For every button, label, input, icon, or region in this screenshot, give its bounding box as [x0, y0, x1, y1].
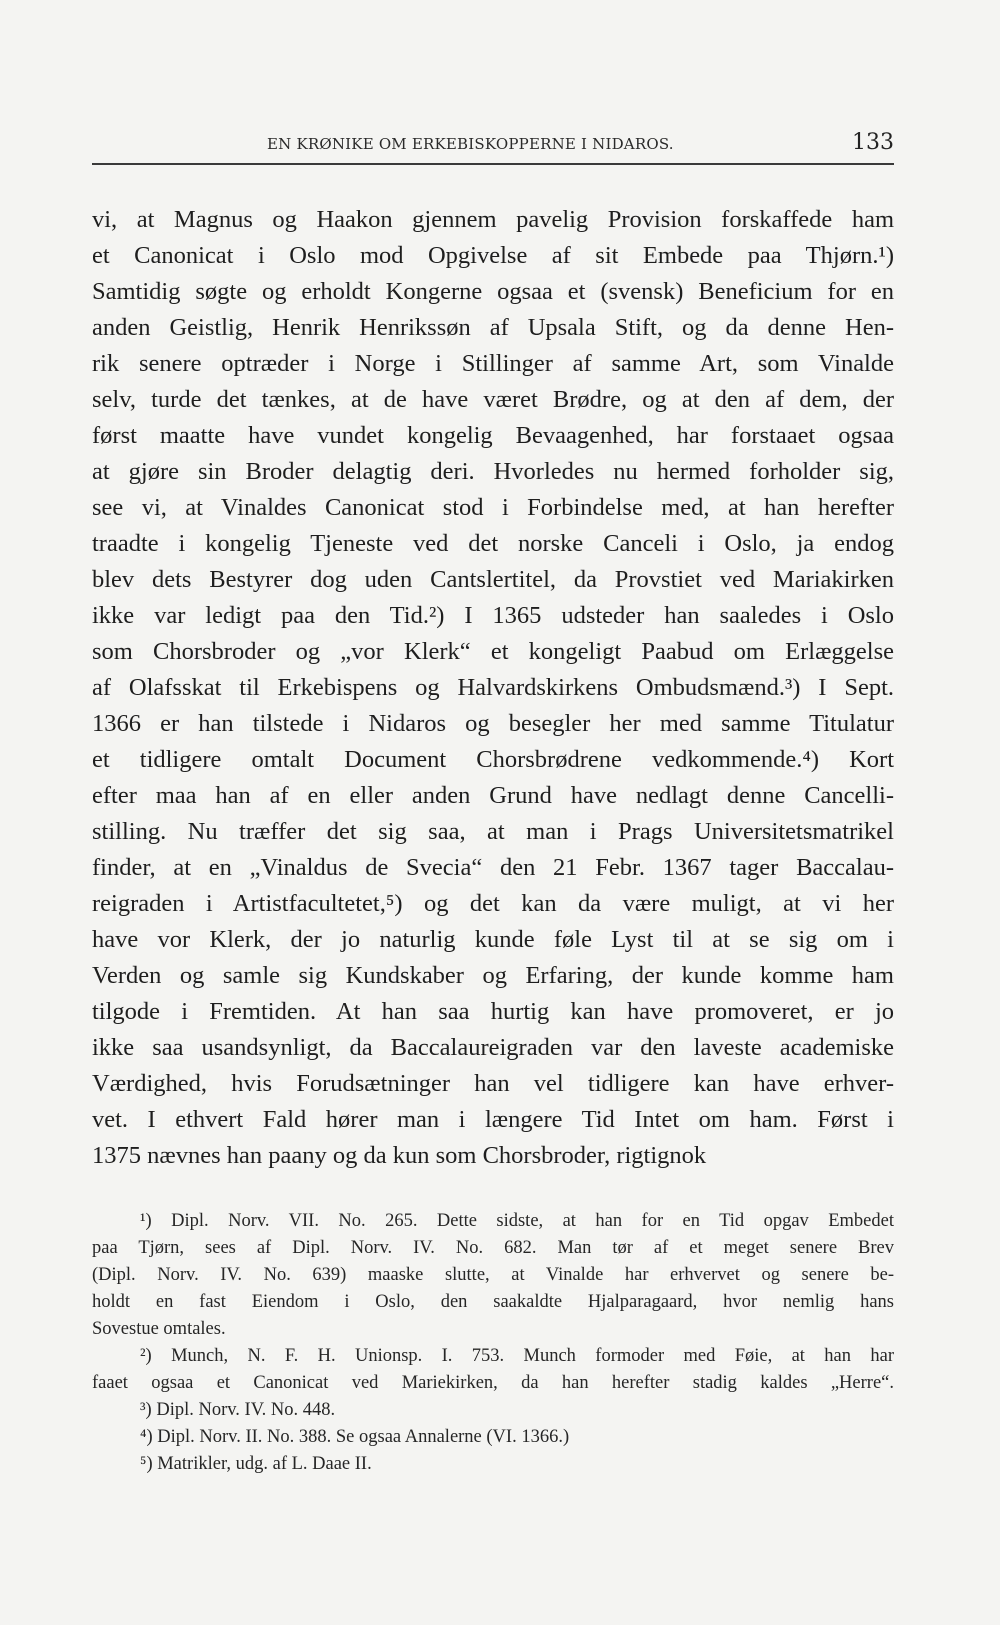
footnote-line: paa Tjørn, sees af Dipl. Norv. IV. No. 682. Man tør af et meget senere Brev: [92, 1238, 894, 1258]
body-line: et Canonicat i Oslo mod Opgivelse af sit Embede paa Thjørn.¹): [92, 242, 894, 269]
body-line: først maatte have vundet kongelig Bevaagenhed, har forstaaet ogsaa: [92, 422, 894, 449]
body-line: at gjøre sin Broder delagtig deri. Hvorledes nu hermed forholder sig,: [92, 458, 894, 485]
body-line: ikke var ledigt paa den Tid.²) I 1365 udsteder han saaledes i Oslo: [92, 602, 894, 629]
body-line: traadte i kongelig Tjeneste ved det norske Canceli i Oslo, ja endog: [92, 530, 894, 557]
body-line: Værdighed, hvis Forudsætninger han vel tidligere kan have erhver-: [92, 1070, 894, 1097]
body-text: [92, 202, 894, 1174]
running-head: EN KRØNIKE OM ERKEBISKOPPERNE I NIDAROS.: [267, 135, 674, 153]
footnote-line: ⁵) Matrikler, udg. af L. Daae II.: [140, 1454, 372, 1474]
body-line: af Olafsskat til Erkebispens og Halvardskirkens Ombudsmænd.³) I Sept.: [92, 674, 894, 701]
body-line: som Chorsbroder og „vor Klerk“ et kongeligt Paabud om Erlæggelse: [92, 638, 894, 665]
body-line: reigraden i Artistfacultetet,⁵) og det kan da være muligt, at vi her: [92, 890, 894, 917]
footnotes: [92, 1208, 894, 1478]
footnote-line: holdt en fast Eiendom i Oslo, den saakaldte Hjalparagaard, hvor nemlig hans: [92, 1292, 894, 1312]
body-line: anden Geistlig, Henrik Henrikssøn af Upsala Stift, og da denne Hen-: [92, 314, 894, 341]
page-header: [92, 128, 894, 158]
footnote-line: Sovestue omtales.: [92, 1319, 226, 1339]
footnote-line: ⁴) Dipl. Norv. II. No. 388. Se ogsaa Annalerne (VI. 1366.): [140, 1427, 570, 1447]
body-line: 1375 nævnes han paany og da kun som Chorsbroder, rigtignok: [92, 1142, 707, 1169]
body-line: stilling. Nu træffer det sig saa, at man i Prags Universitetsmatrikel: [92, 818, 894, 845]
body-line: 1366 er han tilstede i Nidaros og besegler her med samme Titulatur: [92, 710, 894, 737]
body-line: Verden og samle sig Kundskaber og Erfaring, der kunde komme ham: [92, 962, 894, 989]
page-number: 133: [852, 130, 894, 155]
body-line: et tidligere omtalt Document Chorsbrødrene vedkommende.⁴) Kort: [92, 746, 894, 773]
header-rule: [92, 163, 894, 165]
body-line: have vor Klerk, der jo naturlig kunde føle Lyst til at se sig om i: [92, 926, 894, 953]
body-line: vet. I ethvert Fald hører man i længere Tid Intet om ham. Først i: [92, 1106, 894, 1133]
body-line: rik senere optræder i Norge i Stillinger af samme Art, som Vinalde: [92, 350, 894, 377]
body-line: finder, at en „Vinaldus de Svecia“ den 21 Febr. 1367 tager Baccalau-: [92, 854, 894, 881]
body-line: blev dets Bestyrer dog uden Cantslertitel, da Provstiet ved Mariakirken: [92, 566, 894, 593]
footnote-line: ³) Dipl. Norv. IV. No. 448.: [140, 1400, 336, 1420]
footnote-line: faaet ogsaa et Canonicat ved Mariekirken, da han herefter stadig kaldes „Herre“.: [92, 1373, 894, 1393]
body-line: selv, turde det tænkes, at de have været Brødre, og at den af dem, der: [92, 386, 894, 413]
body-line: see vi, at Vinaldes Canonicat stod i Forbindelse med, at han herefter: [92, 494, 894, 521]
body-line: ikke saa usandsynligt, da Baccalaureigraden var den laveste academiske: [92, 1034, 894, 1061]
body-line: tilgode i Fremtiden. At han saa hurtig kan have promoveret, er jo: [92, 998, 894, 1025]
footnote-line: (Dipl. Norv. IV. No. 639) maaske slutte, at Vinalde har erhvervet og senere be-: [92, 1265, 894, 1285]
footnote-line: ²) Munch, N. F. H. Unionsp. I. 753. Munch formoder med Føie, at han har: [140, 1346, 894, 1366]
body-line: vi, at Magnus og Haakon gjennem pavelig Provision forskaffede ham: [92, 206, 894, 233]
footnote-line: ¹) Dipl. Norv. VII. No. 265. Dette sidste, at han for en Tid opgav Embedet: [140, 1211, 894, 1231]
body-line: efter maa han af en eller anden Grund have nedlagt denne Cancelli-: [92, 782, 894, 809]
body-line: Samtidig søgte og erholdt Kongerne ogsaa et (svensk) Beneficium for en: [92, 278, 894, 305]
